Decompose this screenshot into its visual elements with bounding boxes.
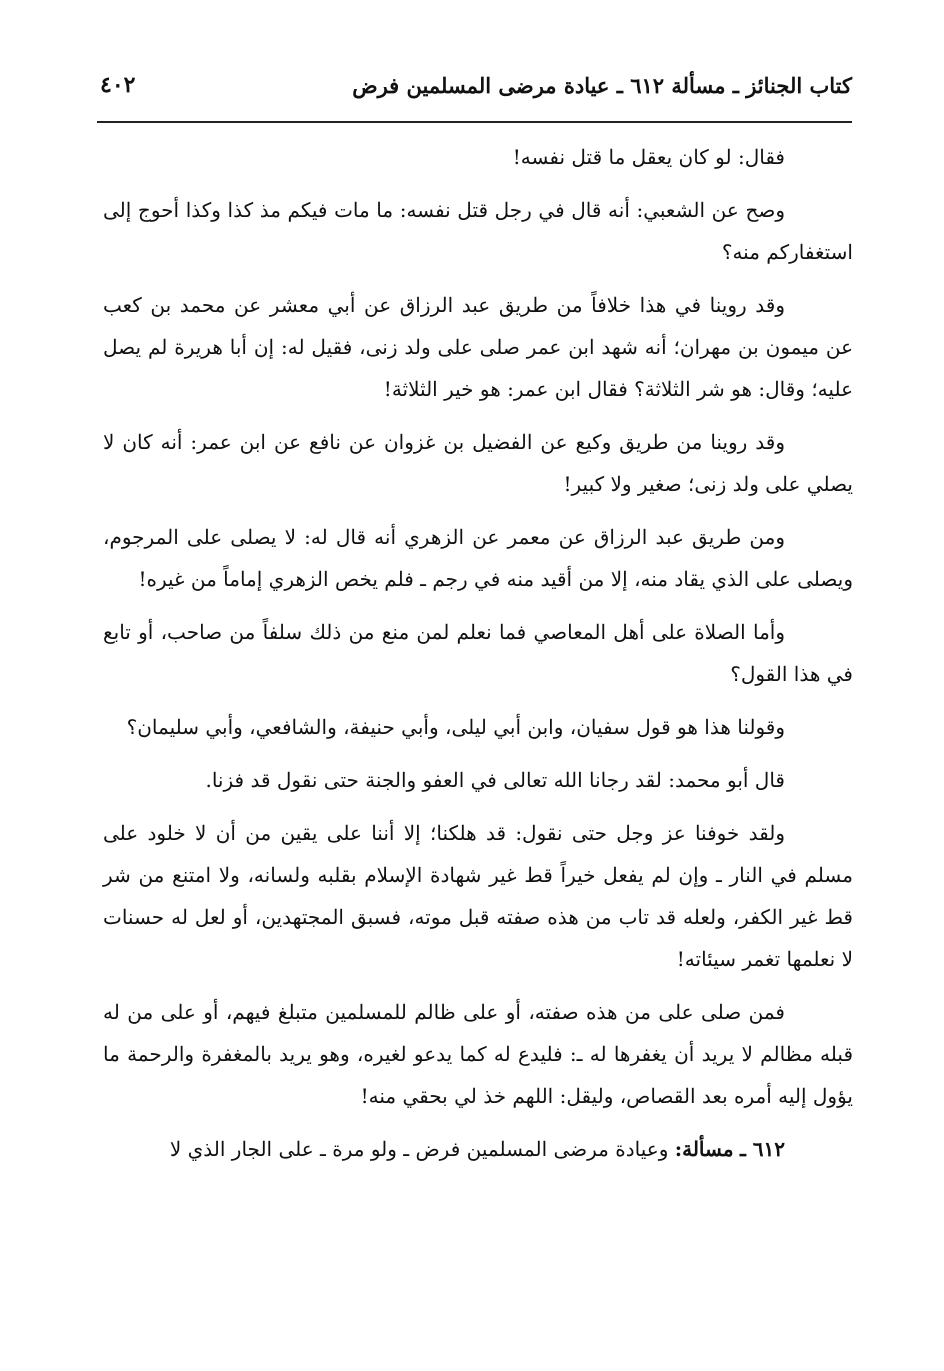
paragraph: فقال: لو كان يعقل ما قتل نفسه! xyxy=(512,145,785,169)
paragraph: ومن طريق عبد الرزاق عن معمر عن الزهري أنه قال له: لا يصلى على المرجوم، ويصلى على الذي يقاد منه، إلا من أقيد منه في رجم ـ فلم يخص الزهري إماماً من غيره! xyxy=(103,525,853,591)
page-body xyxy=(103,136,853,1181)
question-heading xyxy=(103,1128,853,1170)
question-text: وعيادة مرضى المسلمين فرض ـ ولو مرة ـ على الجار الذي لا xyxy=(169,1137,669,1161)
paragraph: وقد روينا في هذا خلافاً من طريق عبد الرزاق عن أبي معشر عن محمد بن كعب عن ميمون بن مهران؛ أنه شهد ابن عمر صلى على ولد زنى، فقيل له: إن أبا هريرة لم يصل عليه؛ وقال: هو شر الثلاثة؟ فقال ابن عمر: هو خير الثلاثة! xyxy=(103,293,853,401)
paragraph: فمن صلى على من هذه صفته، أو على ظالم للمسلمين متبلغ فيهم، أو على من له قبله مظالم لا يريد أن يغفرها له ـ: فليدع له كما يدعو لغيره، وهو يريد بالمغفرة والرحمة ما يؤول إليه أمره بعد القصاص، وليقل: اللهم خذ لي بحقي منه! xyxy=(103,1000,854,1108)
paragraph: وصح عن الشعبي: أنه قال في رجل قتل نفسه: ما مات فيكم مذ كذا وكذا أحوج إلى استغفاركم منه؟ xyxy=(103,198,853,264)
running-title: كتاب الجنائز ـ مسألة ٦١٢ ـ عيادة مرضى المسلمين فرض xyxy=(352,72,852,98)
paragraph: قال أبو محمد: لقد رجانا الله تعالى في العفو والجنة حتى نقول قد فزنا. xyxy=(205,768,785,792)
paragraph: ولقد خوفنا عز وجل حتى نقول: قد هلكنا؛ إلا أننا على يقين من أن لا خلود على مسلم في النار ـ وإن لم يفعل خيراً قط غير شهادة الإسلام بقلبه ولسانه، ولا امتنع من شر قط غير الكفر، ولعله قد تاب من هذه صفته قبل موته، فسبق المجتهدين، أو لعل له حسنات لا نعلمها تغمر سيئاته! xyxy=(103,821,853,971)
question-number: ٦١٢ ـ xyxy=(739,1137,785,1161)
paragraph: وأما الصلاة على أهل المعاصي فما نعلم لمن منع من ذلك سلفاً من صاحب، أو تابع في هذا القول؟ xyxy=(103,620,853,686)
paragraph: وقولنا هذا هو قول سفيان، وابن أبي ليلى، وأبي حنيفة، والشافعي، وأبي سليمان؟ xyxy=(126,715,785,739)
page-header xyxy=(100,62,852,108)
paragraph: وقد روينا من طريق وكيع عن الفضيل بن غزوان عن نافع عن ابن عمر: أنه كان لا يصلي على ولد زنى؛ صغير ولا كبير! xyxy=(103,430,853,496)
header-divider xyxy=(97,121,852,123)
page-number: ٤٠٢ xyxy=(100,72,136,98)
question-label: مسألة: xyxy=(674,1137,734,1161)
